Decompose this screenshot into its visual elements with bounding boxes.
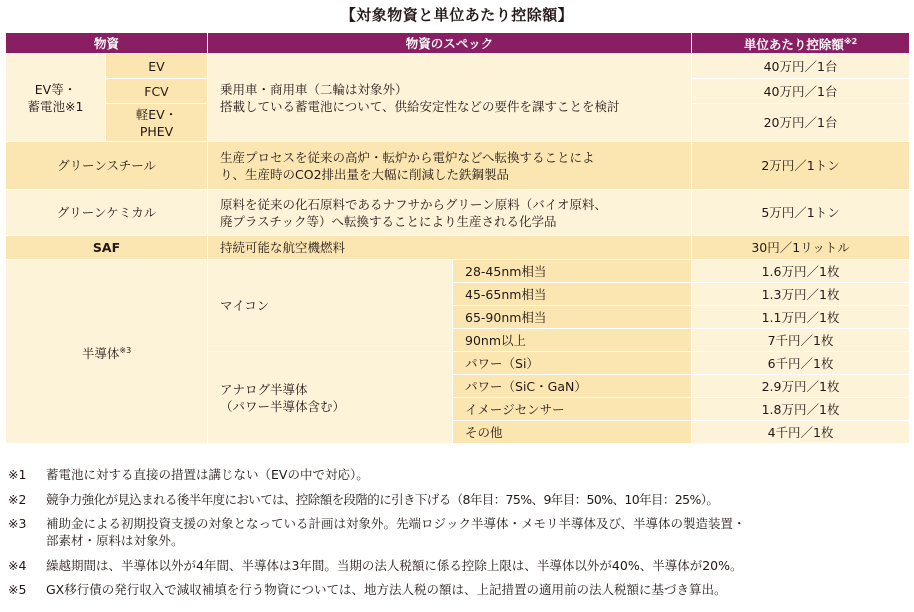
micon-amount: 1.1万円／1枚 [692, 306, 910, 329]
green-chem-spec-line2: 廃プラスチック等）へ転換することにより生産される化学品 [220, 213, 557, 229]
footnote-3 [8, 515, 908, 549]
analog-label-line2: （パワー半導体含む） [220, 398, 346, 414]
micon-amount: 7千円／1枚 [692, 329, 910, 352]
footnote-mark: ※4 [8, 557, 27, 573]
deduction-table [5, 32, 910, 444]
kei-ev-name [106, 104, 208, 142]
footnote-2 [8, 491, 908, 508]
green-chem-spec-line1: 原料を従来の化石原料であるナフサからグリーン原料（バイオ原料、 [220, 196, 607, 212]
table-row [6, 142, 910, 190]
kei-ev-name-line1: 軽EV・ [135, 106, 178, 122]
green-steel-spec-line1: 生産プロセスを従来の高炉・転炉から電炉などへ転換することによ [220, 149, 595, 165]
analog-spec: パワー（SiC・GaN） [453, 375, 692, 398]
analog-amount: 1.8万円／1枚 [692, 398, 910, 421]
footnote-mark: ※3 [8, 516, 27, 531]
header-amount-label: 単位あたり控除額 [743, 37, 844, 53]
ev-spec-line1: 乗用車・商用車（二輪は対象外） [220, 81, 408, 97]
footnote-mark: ※5 [8, 582, 27, 597]
footnote-text: 蓄電池に対する直接の措置は講じない（EVの中で対応）。 [46, 467, 369, 482]
fcv-name: FCV [106, 79, 208, 104]
semi-name-note: ※3 [119, 345, 132, 355]
footnote-1 [8, 466, 908, 483]
ev-spec [208, 54, 692, 142]
kei-ev-amount: 20万円／1台 [692, 104, 910, 142]
table-row [6, 54, 910, 79]
footnote-text: 競争力強化が見込まれる後半年度においては、控除額を段階的に引き下げる（8年目：75%、9年目：50%、10年目：25%）。 [46, 491, 719, 507]
footnote-text-line1: 補助金による初期投資支援の対象となっている計画は対象外。先端ロジック半導体・メモリ半導体及び、半導体の製造装置・ [46, 516, 746, 531]
ev-name: EV [106, 54, 208, 79]
ev-amount: 40万円／1台 [692, 54, 910, 79]
footnote-5 [8, 581, 908, 598]
analog-spec: パワー（Si） [453, 352, 692, 375]
semi-name [6, 260, 208, 444]
micon-spec: 28-45nm相当 [453, 260, 692, 283]
micon-amount: 1.3万円／1枚 [692, 283, 910, 306]
analog-label [208, 352, 453, 444]
saf-name: SAF [6, 236, 208, 260]
green-steel-spec-line2: り、生産時のCO2排出量を大幅に削減した鉄鋼製品 [220, 166, 510, 182]
header-amount [692, 33, 910, 54]
footnote-text: GX移行債の発行収入で減収補填を行う物資については、地方法人税の額は、上記措置の適用前の法人税額に基づき算出。 [46, 582, 727, 597]
header-item: 物資 [6, 33, 208, 54]
analog-spec: その他 [453, 421, 692, 444]
header-amount-note: ※2 [843, 37, 858, 46]
analog-amount: 2.9万円／1枚 [692, 375, 910, 398]
kei-ev-name-line2: PHEV [139, 123, 174, 139]
fcv-amount: 40万円／1台 [692, 79, 910, 104]
table-row [6, 190, 910, 236]
footnote-text [46, 515, 908, 549]
saf-spec: 持続可能な航空機燃料 [208, 236, 692, 260]
ev-spec-line2: 搭載している蓄電池について、供給安定性などの要件を課すことを検討 [220, 98, 620, 114]
ev-group-label-line1: EV等・ [34, 81, 77, 97]
header-row [6, 33, 910, 54]
footnote-4 [8, 557, 908, 574]
micon-label: マイコン [208, 260, 453, 352]
micon-spec: 65-90nm相当 [453, 306, 692, 329]
micon-spec: 90nm以上 [453, 329, 692, 352]
green-steel-spec [208, 142, 692, 190]
analog-label-line1: アナログ半導体 [220, 381, 308, 397]
footnote-mark: ※2 [8, 491, 27, 507]
green-chem-name: グリーンケミカル [6, 190, 208, 236]
micon-amount: 1.6万円／1枚 [692, 260, 910, 283]
table-title: 【対象物資と単位あたり控除額】 [340, 6, 574, 24]
analog-spec: イメージセンサー [453, 398, 692, 421]
micon-spec: 45-65nm相当 [453, 283, 692, 306]
header-spec: 物資のスペック [208, 33, 692, 54]
footnote-text: 繰越期間は、半導体以外が4年間、半導体は3年間。当期の法人税額に係る控除上限は、半導体以外が40%、半導体が20%。 [46, 557, 743, 573]
green-chem-spec [208, 190, 692, 236]
ev-group-label-line2: 蓄電池※1 [27, 98, 84, 114]
green-steel-amount: 2万円／1トン [692, 142, 910, 190]
footnote-mark: ※1 [8, 467, 27, 482]
footnotes [8, 466, 908, 606]
saf-amount: 30円／1リットル [692, 236, 910, 260]
semi-name-label: 半導体 [81, 345, 120, 361]
analog-amount: 6千円／1枚 [692, 352, 910, 375]
green-steel-name: グリーンスチール [6, 142, 208, 190]
table-row [6, 236, 910, 260]
ev-group-label [6, 54, 106, 142]
footnote-text-line2: 部素材・原料は対象外。 [46, 533, 184, 548]
table-row [6, 260, 910, 283]
green-chem-amount: 5万円／1トン [692, 190, 910, 236]
analog-amount: 4千円／1枚 [692, 421, 910, 444]
